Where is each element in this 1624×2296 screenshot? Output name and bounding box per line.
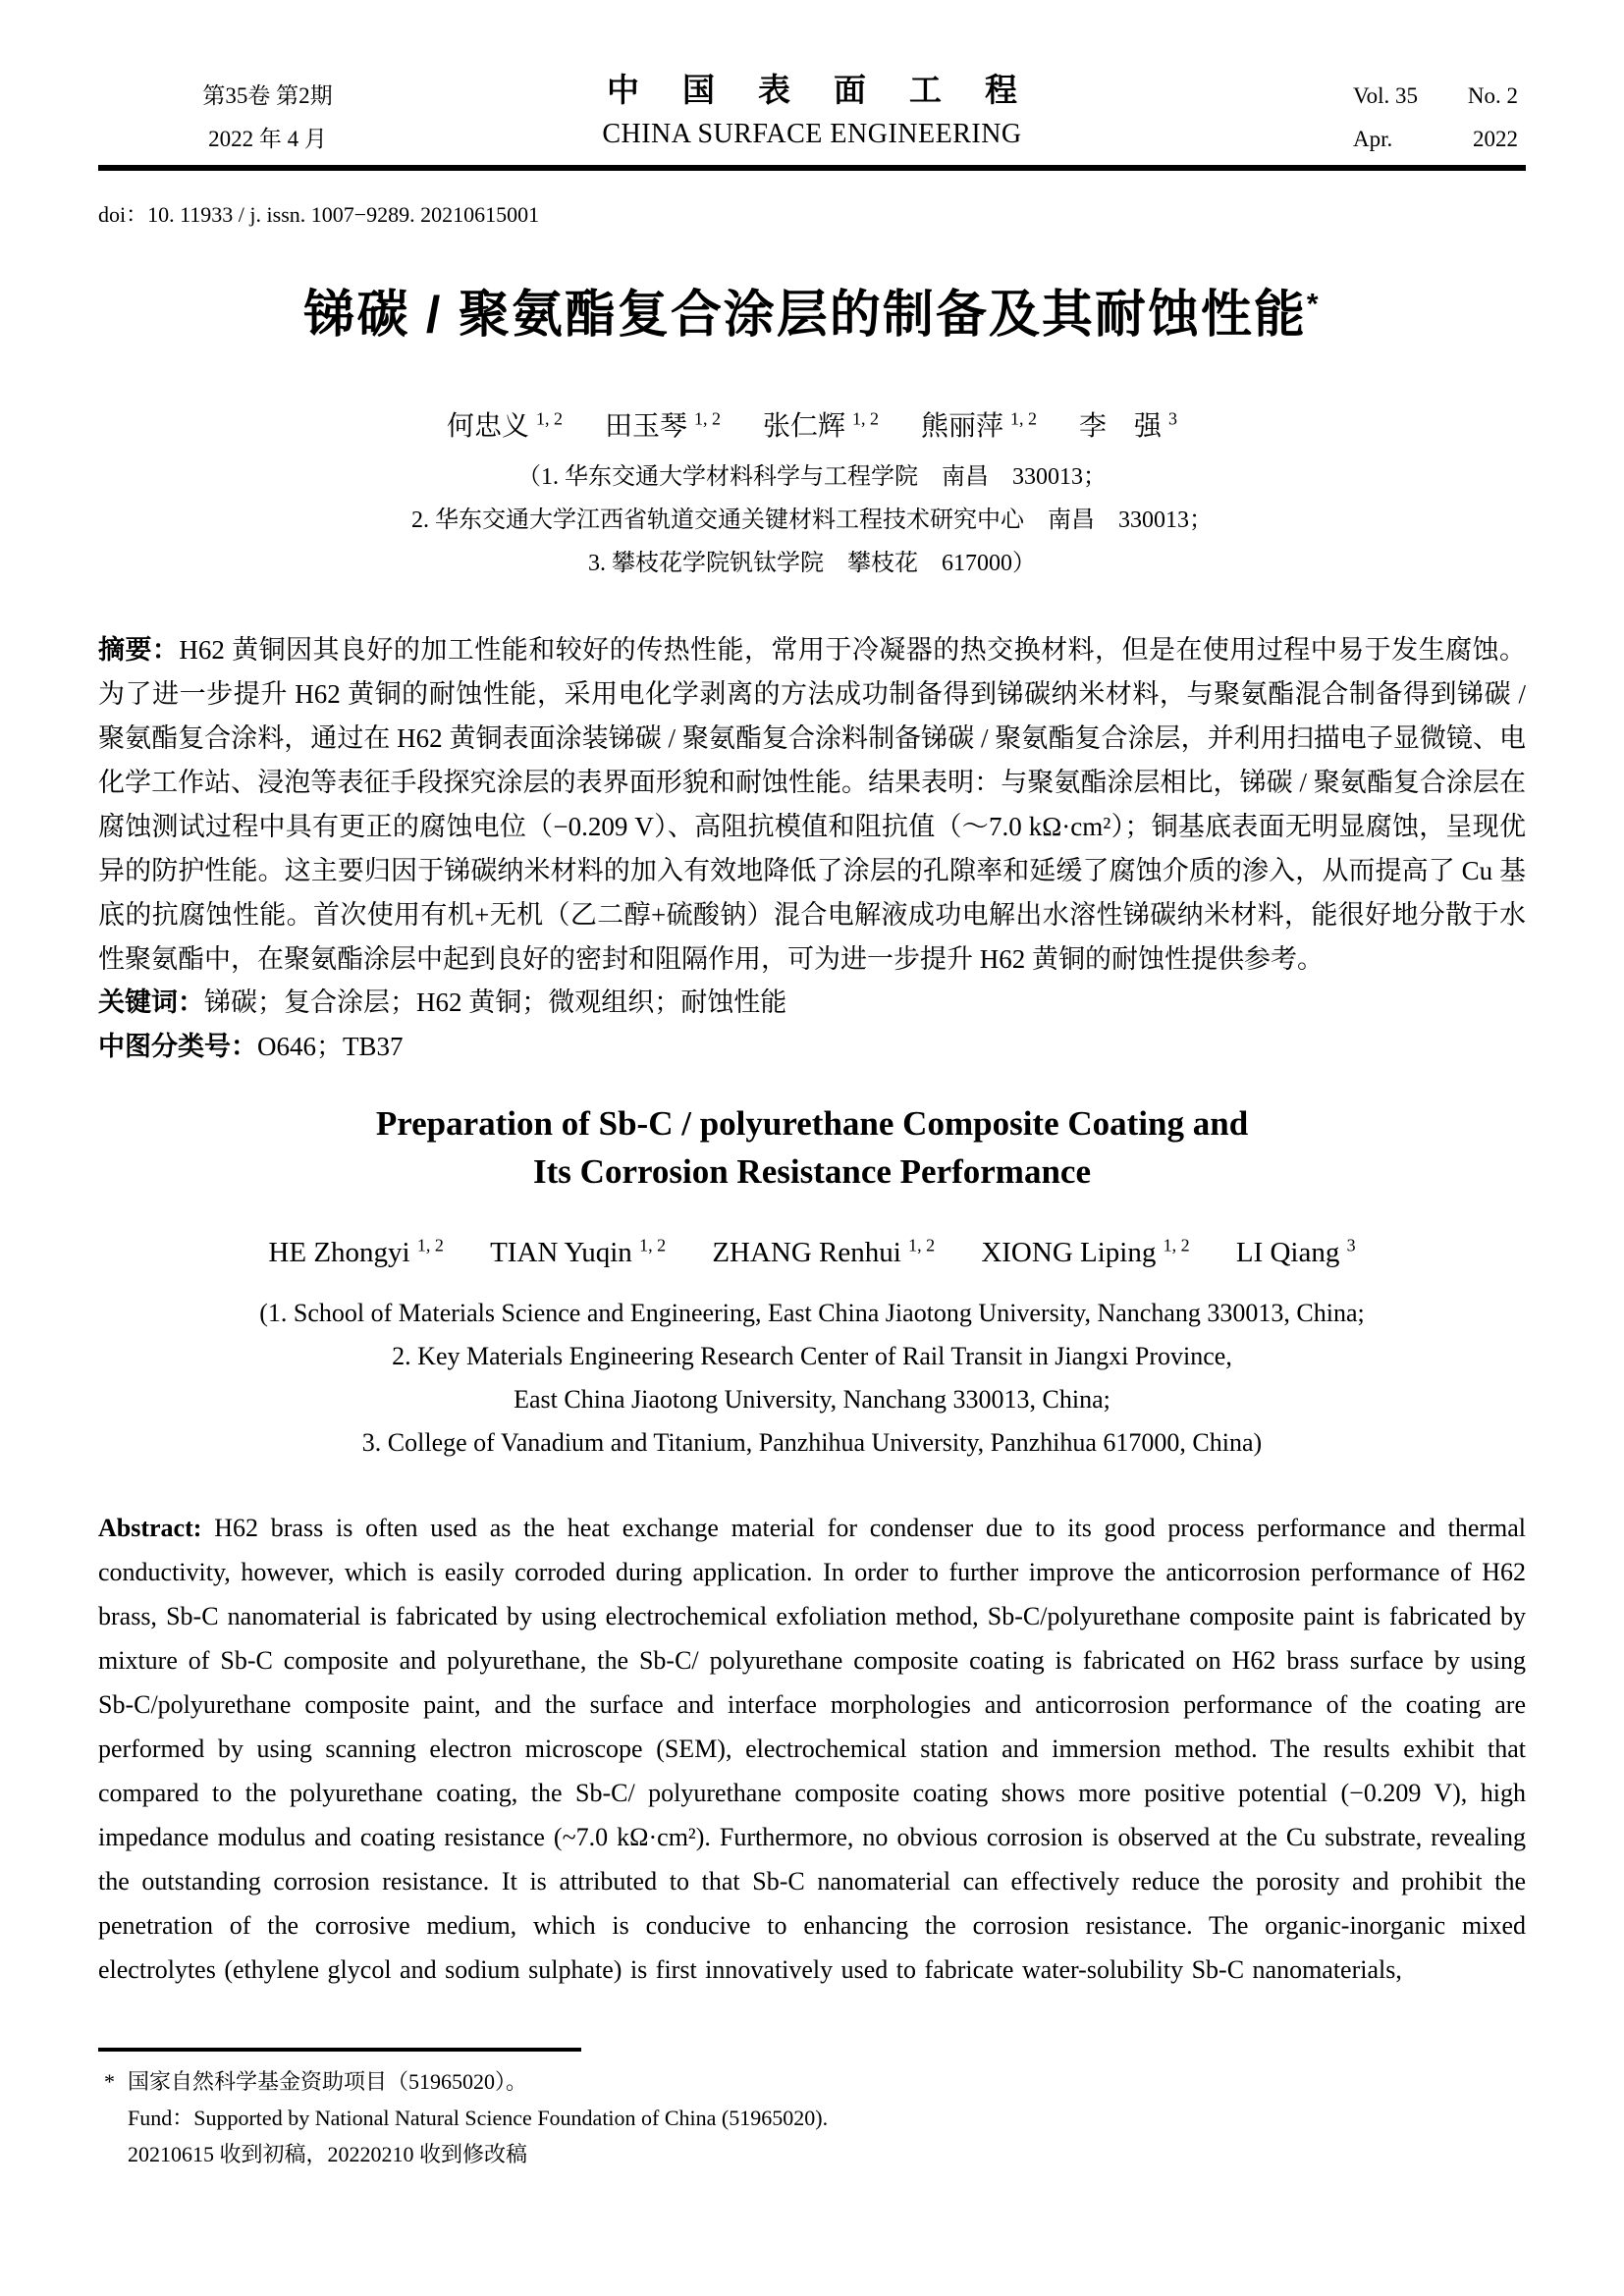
doi-line: doi：10. 11933 / j. issn. 1007−9289. 20210615001 — [98, 202, 540, 227]
abstract-en-label: Abstract: — [98, 1514, 202, 1542]
footnote-fund-cn: * 国家自然科学基金资助项目（51965020）。 — [128, 2063, 1208, 2100]
affiliation-cn-2: 2. 华东交通大学江西省轨道交通关键材料工程技术研究中心 南昌 330013； — [411, 507, 1213, 533]
affiliation-cn-1: （1. 华东交通大学材料科学与工程学院 南昌 330013； — [517, 464, 1107, 490]
author-en-4: XIONG Liping $^{1, 2}$ — [981, 1235, 1190, 1268]
footnote-fund-en: Fund：Supported by National Natural Science Foundation of China (51965020). — [128, 2106, 829, 2130]
year-label: 2022 — [1473, 127, 1518, 151]
paper-title-en-line2: Its Corrosion Resistance Performance — [533, 1152, 1091, 1191]
date-cn: 2022 年 4 月 — [208, 127, 327, 151]
author-en-1-affil-sup: 1, 2 — [416, 1235, 444, 1255]
author-en-3: ZHANG Renhui $^{1, 2}$ — [712, 1235, 936, 1268]
footnote-dates: 20210615 收到初稿，20220210 收到修改稿 — [128, 2142, 528, 2166]
clc-text: O646；TB37 — [257, 1032, 404, 1061]
author-cn-3-affil-sup: 1, 2 — [852, 408, 879, 429]
affiliation-en-2: 2. Key Materials Engineering Research Center of Rail Transit in Jiangxi Province, — [392, 1342, 1232, 1370]
abstract-en-text: H62 brass is often used as the heat exchange material for condenser due to its good process performance and thermal conductivity, however, which is easily corroded during application. In order to further improve the anticorrosion performance of H62 brass, Sb-C nanomaterial is fabricated by using electrochemical exfoliation method, Sb-C/polyurethane composite paint is fabricated by mixture of Sb-C composite and polyurethane, the Sb-C/ polyurethane composite coating is fabricated on H62 brass surface by using Sb-C/polyurethane composite paint, and the surface and interface morphologies and anticorrosion performance of the coating are performed by using scanning electron microscope (SEM), electrochemical station and immersion method. The results exhibit that compared to the polyurethane coating, the Sb-C/ polyurethane composite coating shows more positive potential (−0.209 V), high impedance modulus and coating resistance (~7.0 kΩ·cm²). Furthermore, no obvious corrosion is observed at the Cu substrate, revealing the outstanding corrosion resistance. It is attributed to that Sb-C nanomaterial can effectively reduce the porosity and prohibit the penetration of the corrosive medium, which is conducive to enhancing the corrosion resistance. The organic-inorganic mixed electrolytes (ethylene glycol and sodium sulphate) is first innovatively used to fabricate water-solubility Sb-C nanomaterials, — [98, 1514, 1526, 1984]
footnote-marker: * — [104, 2069, 115, 2094]
affiliation-en-4: 3. College of Vanadium and Titanium, Panzhihua University, Panzhihua 617000, China) — [361, 1428, 1263, 1457]
author-cn-4: 熊丽萍 $^{1, 2}$ — [921, 408, 1038, 442]
abstract-cn-text: H62 黄铜因其良好的加工性能和较好的传热性能，常用于冷凝器的热交换材料，但是在使用过程中易于发生腐蚀。为了进一步提升 H62 黄铜的耐蚀性能，采用电化学剥离的方法成功制备得到锑碳纳米材料，与聚氨酯混合制备得到锑碳 / 聚氨酯复合涂料，通过在 H62 黄铜表面涂装锑碳 / 聚氨酯复合涂料制备锑碳 / 聚氨酯复合涂层，并利用扫描电子显微镜、电化学工作站、浸泡等表征手段探究涂层的表界面形貌和耐蚀性能。结果表明：与聚氨酯涂层相比，锑碳 / 聚氨酯复合涂层在腐蚀测试过程中具有更正的腐蚀电位（−0.209 V）、高阻抗模值和阻抗值（～7.0 kΩ·cm²）；铜基底表面无明显腐蚀，呈现优异的防护性能。这主要归因于锑碳纳米材料的加入有效地降低了涂层的孔隙率和延缓了腐蚀介质的渗入，从而提高了 Cu 基底的抗腐蚀性能。首次使用有机+无机（乙二醇+硫酸钠）混合电解液成功电解出水溶性锑碳纳米材料，能很好地分散于水性聚氨酯中，在聚氨酯涂层中起到良好的密封和阻隔作用，可为进一步提升 H62 黄铜的耐蚀性提供参考。 — [98, 635, 1526, 974]
paper-title-en — [0, 1099, 1624, 1196]
author-en-5: LI Qiang $^3$ — [1235, 1235, 1356, 1268]
affiliations-en — [0, 1292, 1624, 1465]
author-cn-4-affil-sup: 1, 2 — [1010, 408, 1038, 429]
paper-title-cn-text: 锑碳 / 聚氨酯复合涂层的制备及其耐蚀性能 — [303, 287, 1307, 344]
title-footnote-marker: * — [1306, 288, 1321, 321]
affiliation-cn-3: 3. 攀枝花学院钒钛学院 攀枝花 617000） — [588, 551, 1036, 576]
author-en-4-affil-sup: 1, 2 — [1163, 1235, 1190, 1255]
author-cn-2-affil-sup: 1, 2 — [693, 408, 721, 429]
author-cn-3: 张仁辉 $^{1, 2}$ — [762, 408, 879, 442]
keywords-line — [98, 981, 1526, 1019]
author-en-3-affil-sup: 1, 2 — [908, 1235, 936, 1255]
author-en-1: HE Zhongyi $^{1, 2}$ — [268, 1235, 444, 1268]
paper-title-en-line1: Preparation of Sb-C / polyurethane Composite Coating and — [375, 1104, 1249, 1143]
author-cn-5: 李 强 $^3$ — [1079, 408, 1178, 442]
author-cn-2: 田玉琴 $^{1, 2}$ — [604, 408, 721, 442]
footnote-rule — [98, 2048, 581, 2052]
author-en-2: TIAN Yuqin $^{1, 2}$ — [490, 1235, 667, 1268]
author-en-2-affil-sup: 1, 2 — [639, 1235, 667, 1255]
number-label: No. 2 — [1467, 83, 1518, 108]
journal-title-cn: 中国表面工程 — [607, 72, 1060, 108]
abstract-cn — [98, 628, 1526, 982]
footnote-fund-label: Fund： — [128, 2106, 194, 2130]
author-en-5-affil-sup: 3 — [1346, 1235, 1356, 1255]
header-volume-block — [1353, 75, 1518, 161]
author-cn-1: 何忠义 $^{1, 2}$ — [446, 408, 563, 442]
clc-label: 中图分类号： — [98, 1032, 257, 1061]
authors-cn — [0, 404, 1624, 444]
author-cn-1-affil-sup: 1, 2 — [535, 408, 563, 429]
author-cn-5-affil-sup: 3 — [1168, 408, 1178, 429]
footnote — [104, 2063, 1208, 2172]
paper-title-cn — [0, 273, 1624, 347]
authors-en — [0, 1235, 1624, 1269]
volume-label: Vol. 35 — [1353, 83, 1419, 108]
keywords-label: 关键词： — [98, 988, 204, 1017]
month-label: Apr. — [1353, 127, 1393, 151]
affiliation-en-3: East China Jiaotong University, Nanchang 330013, China; — [514, 1385, 1110, 1414]
issue-cn: 第35卷 第2期 — [202, 83, 333, 108]
journal-title-en: CHINA SURFACE ENGINEERING — [602, 119, 1022, 149]
abstract-en — [98, 1506, 1526, 1992]
keywords-text: 锑碳；复合涂层；H62 黄铜；微观组织；耐蚀性能 — [204, 988, 787, 1017]
clc-line — [98, 1025, 1526, 1063]
affiliation-en-1: (1. School of Materials Science and Engineering, East China Jiaotong University, Nanchang 330013, China; — [259, 1299, 1365, 1327]
header-rule — [98, 165, 1526, 171]
abstract-cn-label: 摘要： — [98, 635, 180, 665]
affiliations-cn — [0, 455, 1624, 585]
